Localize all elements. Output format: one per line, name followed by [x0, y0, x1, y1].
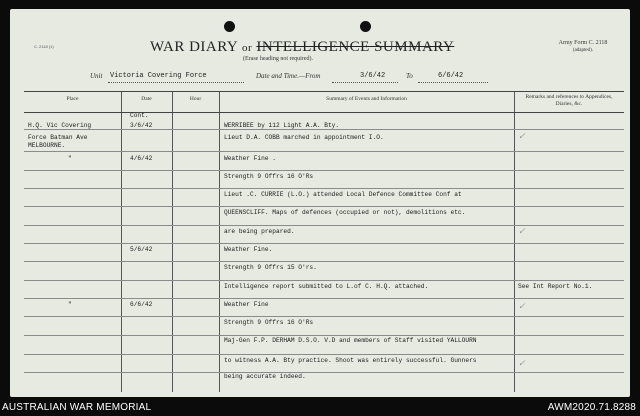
- row-rule: [24, 372, 624, 373]
- caption-accession: AWM2020.71.8288: [547, 402, 636, 413]
- table-cell-summary: WERRIBEE by 112 Light A.A. Bty.: [224, 122, 340, 129]
- title-subtitle: (Erase heading not required).: [243, 56, 313, 62]
- header-summary: Summary of Events and Information: [326, 96, 407, 102]
- row-rule: [24, 206, 624, 207]
- header-rule: [24, 112, 624, 113]
- table-cell-place: ": [68, 301, 72, 308]
- army-form-label: [548, 39, 618, 55]
- from-underline: [332, 82, 398, 83]
- to-underline: [418, 82, 488, 83]
- header-place: Place: [66, 96, 79, 102]
- header-date: Date: [141, 96, 152, 102]
- column-divider: [514, 92, 515, 392]
- title-struck: INTELLIGENCE SUMMARY: [256, 39, 455, 55]
- from-value: 3/6/42: [360, 72, 386, 80]
- table-cell-summary: being accurate indeed.: [224, 373, 306, 380]
- table-cell-date: 5/6/42: [130, 246, 153, 253]
- title-or: or: [241, 42, 253, 54]
- table-cell-date: 3/6/42: [130, 122, 153, 129]
- row-rule: [24, 316, 624, 317]
- punch-hole: [224, 21, 235, 32]
- pencil-tick-mark: ✓: [518, 358, 526, 368]
- row-rule: [24, 151, 624, 152]
- page-title: [150, 39, 454, 56]
- pencil-tick-mark: ✓: [518, 131, 526, 141]
- table-cell-place: ": [68, 155, 72, 162]
- row-rule: [24, 243, 624, 244]
- to-value: 6/6/42: [438, 72, 464, 80]
- table-cell-summary: Maj-Gen F.P. DERHAM D.S.O. V.D and members of Staff visited YALLOURN: [224, 337, 477, 344]
- table-cell-summary: Lieut D.A. COBB marched in appointment I.O.: [224, 134, 384, 141]
- pencil-tick-mark: ✓: [518, 301, 526, 311]
- diary-sheet: [10, 9, 630, 397]
- unit-line: [88, 72, 490, 84]
- table-cell-summary: Strength 9 Offrs 16 O'Rs: [224, 173, 314, 180]
- row-rule: [24, 354, 624, 355]
- table-cell-summary: to witness A.A. Bty practice. Shoot was entirely successful. Gunners: [224, 357, 477, 364]
- date-label: Date and Time.—From: [256, 72, 321, 80]
- unit-underline: [108, 82, 244, 83]
- unit-label: Unit: [90, 72, 103, 80]
- row-rule: [24, 170, 624, 171]
- table-cell-summary: Weather Fine.: [224, 246, 273, 253]
- table-cell-remarks: See Int Report No.1.: [518, 283, 593, 290]
- row-rule: [24, 335, 624, 336]
- punch-hole: [360, 21, 371, 32]
- pencil-tick-mark: ✓: [518, 226, 526, 236]
- row-rule: [24, 261, 624, 262]
- table-cell-summary: Intelligence report submitted to L.of C. H.Q. attached.: [224, 283, 429, 290]
- unit-value: Victoria Covering Force: [110, 72, 207, 80]
- table-cell-summary: are being prepared.: [224, 228, 295, 235]
- form-reference: C. 2118 (1): [34, 44, 54, 49]
- table-cell-place: H.Q. Vic Covering: [28, 122, 92, 129]
- army-form-line2: (adapted).: [572, 48, 594, 53]
- header-remarks: Remarks and references to Appendices, Diaries, &c.: [525, 94, 613, 107]
- row-rule: [24, 280, 624, 281]
- title-main: WAR DIARY: [150, 39, 238, 55]
- table-cell-summary: Weather Fine: [224, 301, 269, 308]
- caption-archive: AUSTRALIAN WAR MEMORIAL: [2, 402, 152, 413]
- column-divider: [172, 92, 173, 392]
- row-rule: [24, 188, 624, 189]
- table-cell-place: MELBOURNE.: [28, 142, 66, 149]
- army-form-line1: Army Form C. 2118: [558, 40, 608, 46]
- to-label: To: [406, 72, 413, 80]
- table-cell-summary: Strength 9 Offrs 16 O'Rs: [224, 319, 314, 326]
- header-hour: Hour: [189, 96, 202, 102]
- row-rule: [24, 129, 624, 130]
- column-divider: [219, 92, 220, 392]
- table-cell-date: Cont.: [130, 112, 149, 119]
- table-cell-date: 6/6/42: [130, 301, 153, 308]
- table-cell-summary: Lieut .C. CURRIE (L.O.) attended Local Defence Committee Conf at: [224, 191, 462, 198]
- row-rule: [24, 298, 624, 299]
- table-cell-summary: Strength 9 Offrs 15 O'rs.: [224, 264, 317, 271]
- table-cell-summary: Weather Fine .: [224, 155, 276, 162]
- table-cell-place: Force Batman Ave: [28, 134, 88, 141]
- row-rule: [24, 225, 624, 226]
- table-cell-date: 4/6/42: [130, 155, 153, 162]
- table-cell-summary: QUEENSCLIFF. Maps of defences (occupied or not), demolitions etc.: [224, 209, 466, 216]
- column-divider: [121, 92, 122, 392]
- diary-table: [24, 91, 624, 392]
